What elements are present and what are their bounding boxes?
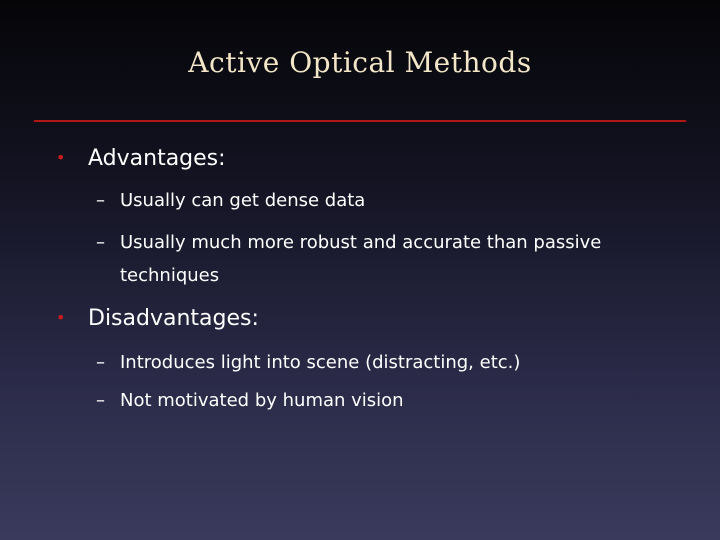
bullet-advantages [56, 146, 226, 171]
dash-icon: – [96, 232, 105, 253]
sub-bullet-text: Not motivated by human vision [120, 390, 404, 411]
bullet-dot-icon: • [56, 148, 66, 167]
slide-title: Active Optical Methods [188, 46, 532, 79]
sub-bullet [96, 226, 640, 292]
sub-bullet [96, 184, 640, 217]
dash-icon: – [96, 352, 105, 373]
sub-bullet-text: Usually can get dense data [120, 190, 366, 211]
bullet-label: Disadvantages: [88, 306, 259, 331]
dash-icon: – [96, 190, 105, 211]
title-divider [34, 120, 686, 122]
bullet-label: Advantages: [88, 146, 226, 171]
dash-icon: – [96, 390, 105, 411]
sub-bullet [96, 346, 640, 379]
sub-bullet-text: Usually much more robust and accurate than passive techniques [120, 232, 602, 286]
sub-bullet-text: Introduces light into scene (distracting, etc.) [120, 352, 521, 373]
bullet-disadvantages [56, 306, 259, 331]
bullet-dot-icon: • [56, 308, 66, 327]
sub-bullet [96, 384, 640, 417]
